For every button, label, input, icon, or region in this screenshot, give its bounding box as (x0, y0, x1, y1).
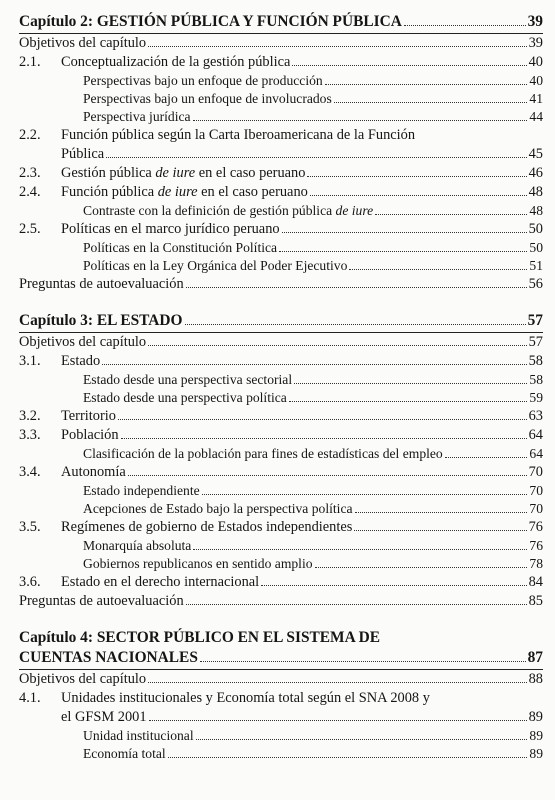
entry-title: Regímenes de gobierno de Estados independientes (61, 519, 353, 535)
entry-title-continued: Pública (61, 146, 105, 162)
leader-dots (149, 720, 527, 721)
leader-dots (325, 84, 528, 85)
entry-title: Objetivos del capítulo (19, 671, 147, 687)
page-number: 59 (529, 390, 543, 405)
toc-subentry[interactable] (19, 445, 543, 463)
page-number: 41 (529, 91, 543, 106)
page-number: 51 (529, 258, 543, 273)
section-number: 3.1. (19, 353, 41, 369)
entry-title: Clasificación de la población para fines de estadísticas del empleo (83, 446, 443, 461)
section-number: 3.4. (19, 464, 41, 480)
entry-title: Estado independiente (83, 483, 200, 498)
section-number: 2.2. (19, 127, 41, 143)
leader-dots (200, 661, 526, 662)
toc-entry-2-4[interactable] (19, 183, 543, 202)
page-number: 39 (528, 35, 543, 51)
page-number: 89 (528, 709, 543, 725)
toc-entry-objectives[interactable] (19, 34, 543, 53)
entry-title: Perspectiva jurídica (83, 109, 191, 124)
entry-title: Gestión pública de iure en el caso peruano (61, 165, 306, 181)
page-number: 50 (529, 240, 543, 255)
entry-title: Unidad institucional (83, 728, 194, 743)
section-number: 3.3. (19, 427, 41, 443)
entry-title: Estado desde una perspectiva sectorial (83, 372, 293, 387)
page-number: 84 (528, 574, 543, 590)
entry-title: Gobiernos republicanos en sentido amplio (83, 556, 313, 571)
chapter-heading[interactable] (19, 311, 543, 331)
chapter-heading-line1[interactable] (19, 628, 543, 648)
entry-title: Economía total (83, 746, 166, 761)
entry-title: Autonomía (61, 464, 126, 480)
toc-subentry[interactable] (19, 482, 543, 500)
page-number: 48 (529, 203, 543, 218)
toc-entry-questions[interactable] (19, 592, 543, 611)
entry-title: Estado (61, 353, 101, 369)
toc-entry-objectives[interactable] (19, 333, 543, 352)
leader-dots (102, 364, 526, 365)
toc-subentry[interactable] (19, 727, 543, 745)
page-number: 89 (529, 746, 543, 761)
page-number: 78 (529, 556, 543, 571)
toc-entry-3-2[interactable] (19, 407, 543, 426)
chapter-3 (19, 311, 543, 611)
page-number: 56 (528, 276, 543, 292)
section-number: 2.3. (19, 165, 41, 181)
leader-dots (121, 438, 527, 439)
chapter-title: Capítulo 4: SECTOR PÚBLICO EN EL SISTEMA DE (19, 629, 381, 646)
toc-entry-2-2-line1[interactable] (19, 126, 543, 145)
page-number: 50 (528, 221, 543, 237)
page-number: 70 (528, 464, 543, 480)
entry-title: Estado en el derecho internacional (61, 574, 260, 590)
leader-dots (185, 324, 526, 325)
leader-dots (355, 512, 528, 513)
entry-title: Perspectivas bajo un enfoque de involucrados (83, 91, 332, 106)
entry-title: Función pública según la Carta Iberoamericana de la Función (61, 127, 416, 143)
leader-dots (404, 25, 526, 26)
page-number: 44 (529, 109, 543, 124)
page-number: 63 (528, 408, 543, 424)
leader-dots (282, 232, 527, 233)
chapter-2 (19, 12, 543, 294)
toc-subentry[interactable] (19, 745, 543, 763)
page-number: 46 (528, 165, 543, 181)
leader-dots (168, 757, 528, 758)
leader-dots (128, 475, 527, 476)
entry-title: Unidades institucionales y Economía total según el SNA 2008 y (61, 690, 430, 706)
leader-dots (148, 682, 527, 683)
entry-title: Población (61, 427, 119, 443)
section-number: 4.1. (19, 690, 41, 706)
toc-entry-2-5[interactable] (19, 220, 543, 239)
section-number: 2.5. (19, 221, 41, 237)
leader-dots (186, 604, 527, 605)
chapter-heading[interactable] (19, 12, 543, 32)
entry-title: Políticas en la Constitución Política (83, 240, 278, 255)
leader-dots (202, 494, 528, 495)
leader-dots (289, 401, 528, 402)
chapter-title: Capítulo 3: EL ESTADO (19, 312, 183, 329)
leader-dots (148, 345, 527, 346)
leader-dots (375, 214, 527, 215)
page-number: 57 (527, 312, 543, 329)
toc-subentry[interactable] (19, 500, 543, 518)
leader-dots (315, 567, 528, 568)
entry-title: Perspectivas bajo un enfoque de producción (83, 73, 323, 88)
page-number: 58 (529, 372, 543, 387)
leader-dots (310, 195, 527, 196)
page-number: 70 (529, 483, 543, 498)
chapter-4 (19, 628, 543, 763)
page-number: 45 (528, 146, 543, 162)
toc-subentry[interactable] (19, 537, 543, 555)
entry-title: Objetivos del capítulo (19, 334, 147, 350)
section-number: 2.1. (19, 54, 41, 70)
page-number: 88 (528, 671, 543, 687)
leader-dots (106, 157, 526, 158)
entry-title: Acepciones de Estado bajo la perspectiva política (83, 501, 353, 516)
leader-dots (261, 585, 526, 586)
page-number: 39 (527, 13, 543, 30)
leader-dots (279, 251, 527, 252)
toc-entry-2-2-line2[interactable] (19, 145, 543, 164)
section-number: 3.6. (19, 574, 41, 590)
page-number: 57 (528, 334, 543, 350)
entry-title: Función pública de iure en el caso peruano (61, 184, 308, 200)
section-number: 3.2. (19, 408, 41, 424)
leader-dots (118, 419, 527, 420)
page-number: 76 (529, 538, 543, 553)
leader-dots (334, 102, 528, 103)
toc-entry-3-6[interactable] (19, 573, 543, 592)
leader-dots (193, 120, 528, 121)
toc-subentry[interactable] (19, 371, 543, 389)
entry-title: Preguntas de autoevaluación (19, 276, 184, 292)
page-number: 85 (528, 593, 543, 609)
entry-title: Estado desde una perspectiva política (83, 390, 287, 405)
page-number: 89 (529, 728, 543, 743)
chapter-title: Capítulo 2: GESTIÓN PÚBLICA Y FUNCIÓN PÚBLICA (19, 13, 402, 30)
entry-title: Políticas en la Ley Orgánica del Poder Ejecutivo (83, 258, 348, 273)
toc-entry-3-4[interactable] (19, 463, 543, 482)
toc-entry-2-1[interactable] (19, 53, 543, 72)
leader-dots (193, 549, 527, 550)
leader-dots (445, 457, 528, 458)
page-number: 40 (529, 73, 543, 88)
entry-title: Objetivos del capítulo (19, 35, 147, 51)
entry-title: Contraste con la definición de gestión pública de iure (83, 203, 374, 218)
leader-dots (307, 176, 526, 177)
leader-dots (196, 739, 528, 740)
leader-dots (354, 530, 526, 531)
page-number: 87 (527, 649, 543, 666)
table-of-contents (19, 12, 543, 780)
toc-entry-objectives[interactable] (19, 670, 543, 689)
toc-entry-3-5[interactable] (19, 518, 543, 537)
entry-title: Políticas en el marco jurídico peruano (61, 221, 280, 237)
page-number: 48 (528, 184, 543, 200)
entry-title: Preguntas de autoevaluación (19, 593, 184, 609)
page-number: 64 (528, 427, 543, 443)
leader-dots (148, 46, 527, 47)
page-number: 76 (528, 519, 543, 535)
toc-subentry[interactable] (19, 202, 543, 220)
page-number: 64 (529, 446, 543, 461)
toc-subentry[interactable] (19, 257, 543, 275)
toc-entry-3-3[interactable] (19, 426, 543, 445)
toc-entry-2-3[interactable] (19, 164, 543, 183)
section-number: 2.4. (19, 184, 41, 200)
entry-title: Conceptualización de la gestión pública (61, 54, 291, 70)
section-number: 3.5. (19, 519, 41, 535)
leader-dots (349, 269, 527, 270)
entry-title: Monarquía absoluta (83, 538, 192, 553)
leader-dots (294, 383, 527, 384)
leader-dots (292, 65, 526, 66)
entry-title-continued: el GFSM 2001 (61, 709, 147, 725)
page-number: 58 (528, 353, 543, 369)
toc-entry-4-1-line1[interactable] (19, 689, 543, 708)
toc-subentry[interactable] (19, 239, 543, 257)
toc-entry-questions[interactable] (19, 275, 543, 294)
page-number: 40 (528, 54, 543, 70)
chapter-heading-line2[interactable] (19, 648, 543, 668)
toc-entry-3-1[interactable] (19, 352, 543, 371)
leader-dots (186, 287, 527, 288)
toc-subentry[interactable] (19, 108, 543, 126)
toc-subentry[interactable] (19, 389, 543, 407)
toc-subentry[interactable] (19, 72, 543, 90)
toc-subentry[interactable] (19, 555, 543, 573)
entry-title: Territorio (61, 408, 116, 424)
page-number: 70 (529, 501, 543, 516)
toc-entry-4-1-line2[interactable] (19, 708, 543, 727)
chapter-title-continued: CUENTAS NACIONALES (19, 649, 198, 666)
toc-subentry[interactable] (19, 90, 543, 108)
